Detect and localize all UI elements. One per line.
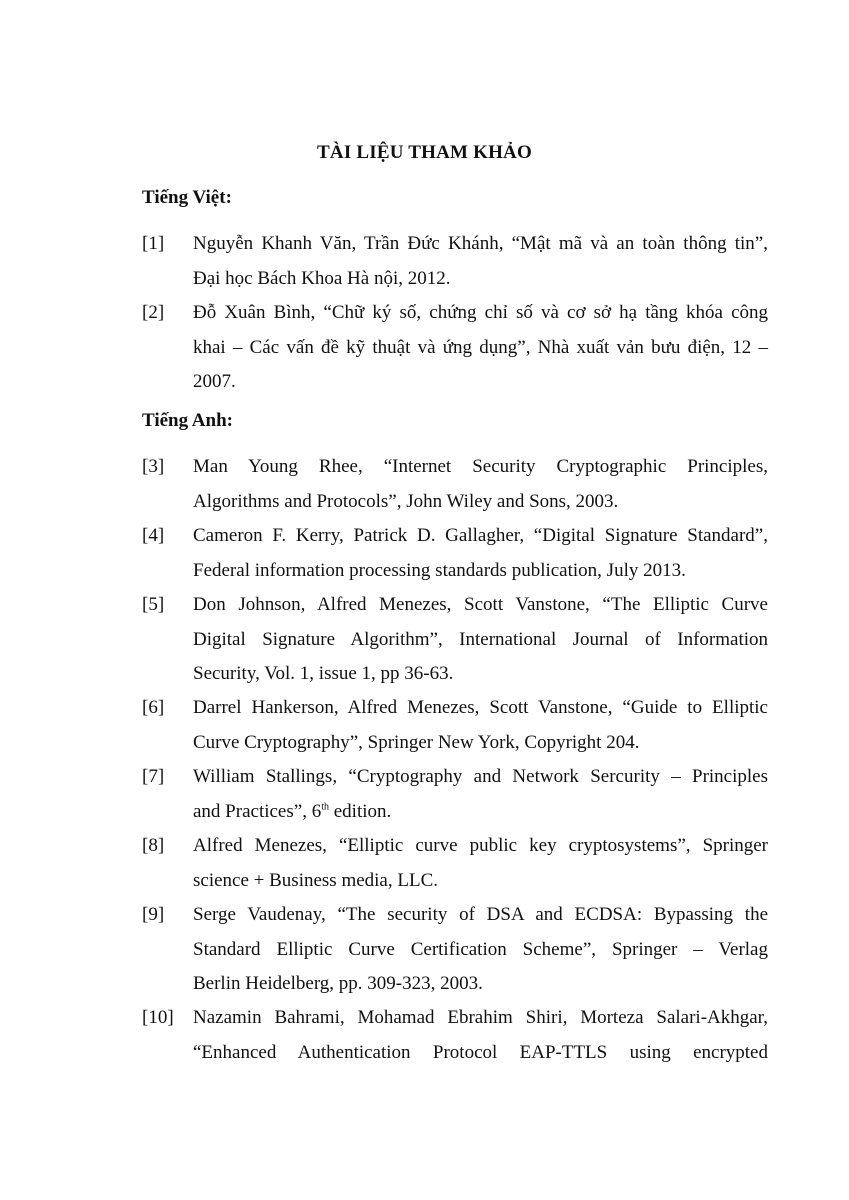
reference-item-9 [142,898,768,1002]
reference-line: William Stallings, “Cryptography and Network Sercurity – Principles [193,766,768,787]
reference-number: [1] [142,233,165,254]
reference-line: Serge Vaudenay, “The security of DSA and ECDSA: Bypassing the [193,904,768,925]
reference-line: Security, Vol. 1, issue 1, pp 36-63. [193,663,454,684]
reference-text [193,760,768,829]
reference-line-part: edition. [328,800,392,822]
reference-line: Man Young Rhee, “Internet Security Cryptographic Principles, [193,456,768,477]
reference-line [193,795,768,830]
reference-text [193,1001,768,1070]
reference-number: [2] [142,302,165,323]
reference-line: Alfred Menezes, “Elliptic curve public key cryptosystems”, Springer [193,835,768,856]
reference-number: [10] [142,1007,174,1028]
reference-item-4 [142,519,768,588]
reference-line: Đại học Bách Khoa Hà nội, 2012. [193,267,451,289]
reference-line: Nguyễn Khanh Văn, Trần Đức Khánh, “Mật mã và an toàn thông tin”, [193,233,768,254]
reference-line: khai – Các vấn đề kỹ thuật và ứng dụng”, Nhà xuất vản bưu điện, 12 – [193,336,768,358]
reference-line: “Enhanced Authentication Protocol EAP-TTLS using encrypted [193,1041,768,1063]
section-heading-english: Tiếng Anh: [142,410,233,431]
reference-text [193,296,768,400]
superscript: th [321,801,329,813]
reference-text [193,227,768,296]
reference-item-1 [142,227,768,296]
reference-item-3 [142,450,768,519]
page-title: TÀI LIỆU THAM KHẢO [317,142,532,163]
reference-line-part: and Practices”, 6 [193,800,322,822]
reference-text [193,898,768,1002]
reference-line: Curve Cryptography”, Springer New York, Copyright 204. [193,731,640,753]
reference-number: [3] [142,456,165,477]
reference-number: [9] [142,904,165,925]
reference-text [193,450,768,519]
reference-line: Cameron F. Kerry, Patrick D. Gallagher, “Digital Signature Standard”, [193,525,768,546]
reference-line: 2007. [193,371,236,392]
reference-line: Digital Signature Algorithm”, International Journal of Information [193,628,768,650]
reference-number: [4] [142,525,165,546]
reference-item-2 [142,296,768,400]
reference-item-7 [142,760,768,829]
reference-number: [6] [142,697,165,718]
reference-item-6 [142,691,768,760]
reference-text [193,829,768,898]
reference-item-5 [142,588,768,692]
reference-line: Berlin Heidelberg, pp. 309-323, 2003. [193,973,483,994]
section-heading-vietnamese: Tiếng Việt: [142,187,232,208]
reference-line: Darrel Hankerson, Alfred Menezes, Scott Vanstone, “Guide to Elliptic [193,697,768,718]
reference-line: Đỗ Xuân Bình, “Chữ ký số, chứng chỉ số và cơ sở hạ tầng khóa công [193,302,768,323]
reference-text [193,588,768,692]
reference-line: Don Johnson, Alfred Menezes, Scott Vanstone, “The Elliptic Curve [193,594,768,615]
reference-line: Standard Elliptic Curve Certification Scheme”, Springer – Verlag [193,938,768,960]
reference-line: Nazamin Bahrami, Mohamad Ebrahim Shiri, Morteza Salari-Akhgar, [193,1007,768,1028]
reference-number: [5] [142,594,165,615]
reference-text [193,691,768,760]
reference-number: [7] [142,766,165,787]
reference-line: Federal information processing standards publication, July 2013. [193,559,686,581]
reference-number: [8] [142,835,165,856]
reference-line: science + Business media, LLC. [193,869,438,891]
reference-item-10 [142,1001,768,1070]
reference-text [193,519,768,588]
reference-item-8 [142,829,768,898]
reference-line: Algorithms and Protocols”, John Wiley and Sons, 2003. [193,490,619,512]
